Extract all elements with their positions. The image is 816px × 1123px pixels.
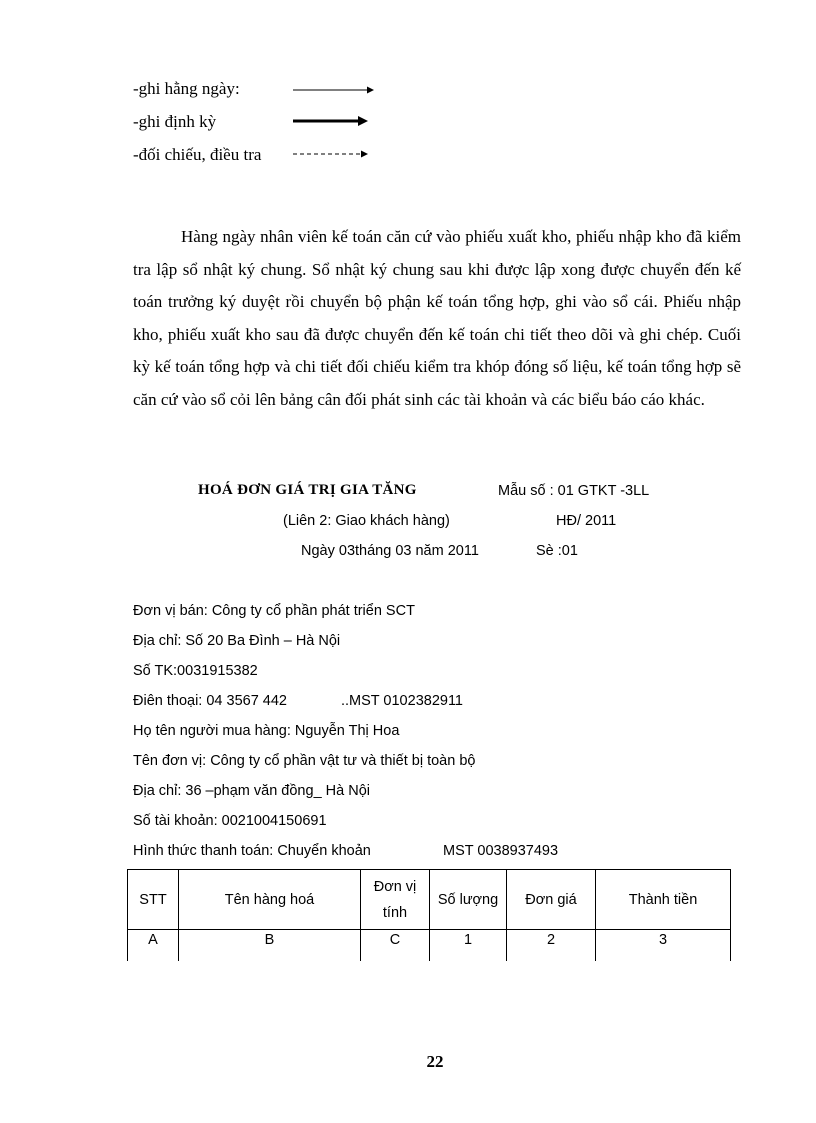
cell-stt: A — [128, 930, 179, 961]
cell-unit-price: 2 — [507, 930, 596, 961]
header-quantity: Số lượng — [430, 870, 507, 930]
buyer-tax-code: MST 0038937493 — [443, 843, 559, 859]
seller-unit: Đơn vị bán: Công ty cổ phần phát triển SCT — [133, 603, 415, 619]
header-stt: STT — [128, 870, 179, 930]
buyer-unit: Tên đơn vị: Công ty cổ phần vật tư và thiết bị toàn bộ — [133, 753, 476, 769]
cell-amount: 3 — [596, 930, 731, 961]
buyer-address: Địa chỉ: 36 –phạm văn đồng_ Hà Nội — [133, 783, 370, 799]
header-unit-price: Đơn giá — [507, 870, 596, 930]
invoice-number: Sè :01 — [536, 543, 578, 559]
thin-arrow-icon — [293, 84, 375, 96]
seller-address: Địa chỉ: Số 20 Ba Đình – Hà Nội — [133, 633, 341, 649]
buyer-account: Số tài khoản: 0021004150691 — [133, 813, 327, 829]
invoice-date: Ngày 03tháng 03 năm 2011 — [301, 543, 479, 559]
invoice-items-table — [127, 869, 731, 961]
invoice-series: HĐ/ 2011 — [556, 513, 617, 529]
buyer-name: Họ tên người mua hàng: Nguyễn Thị Hoa — [133, 723, 400, 739]
header-amount: Thành tiền — [596, 870, 731, 930]
invoice-title: HOÁ ĐƠN GIÁ TRỊ GIA TĂNG — [198, 482, 417, 498]
seller-tax-code: ..MST 0102382911 — [341, 693, 463, 709]
cell-unit: C — [361, 930, 430, 961]
payment-method: Hình thức thanh toán: Chuyển khoản — [133, 843, 371, 859]
legend-periodic-label: -ghi định kỳ — [133, 112, 217, 131]
header-product-name: Tên hàng hoá — [179, 870, 361, 930]
description-paragraph: Hàng ngày nhân viên kế toán căn cứ vào phiếu xuất kho, phiếu nhập kho đã kiểm tra lập sổ nhật ký chung. Sổ nhật ký chung sau khi được lập xong được chuyển đến kế toán trưởng ký duyệt rồi chuyển bộ phận kế toán tổng hợp, ghi vào sổ cái. Phiếu nhập kho, phiếu xuất kho sau đã được chuyển đến kế toán chi tiết theo dõi và ghi chép. Cuối kỳ kế toán tổng hợp và chi tiết đối chiếu kiểm tra khóp đóng số liệu, kế toán tổng hợp sẽ căn cứ vào sổ cỏi lên bảng cân đối phát sinh các tài khoản và các biểu báo cáo khác. — [133, 227, 741, 409]
table-row — [128, 930, 731, 961]
dashed-arrow-icon — [293, 148, 369, 160]
legend-daily-label: -ghi hằng ngày: — [133, 79, 240, 98]
table-header-row — [128, 870, 731, 930]
header-unit-text: Đơn vị tính — [373, 878, 417, 921]
seller-account: Số TK:0031915382 — [133, 663, 258, 679]
invoice-copy-label: (Liên 2: Giao khách hàng) — [283, 513, 450, 529]
thick-arrow-icon — [293, 115, 369, 127]
cell-product-name: B — [179, 930, 361, 961]
seller-phone: Điên thoại: 04 3567 442 — [133, 693, 287, 709]
header-unit — [361, 870, 430, 930]
invoice-form-number: Mẫu số : 01 GTKT -3LL — [498, 483, 650, 499]
legend-reconcile-label: -đối chiếu, điều tra — [133, 145, 262, 164]
page-number: 22 — [426, 1052, 444, 1071]
cell-quantity: 1 — [430, 930, 507, 961]
